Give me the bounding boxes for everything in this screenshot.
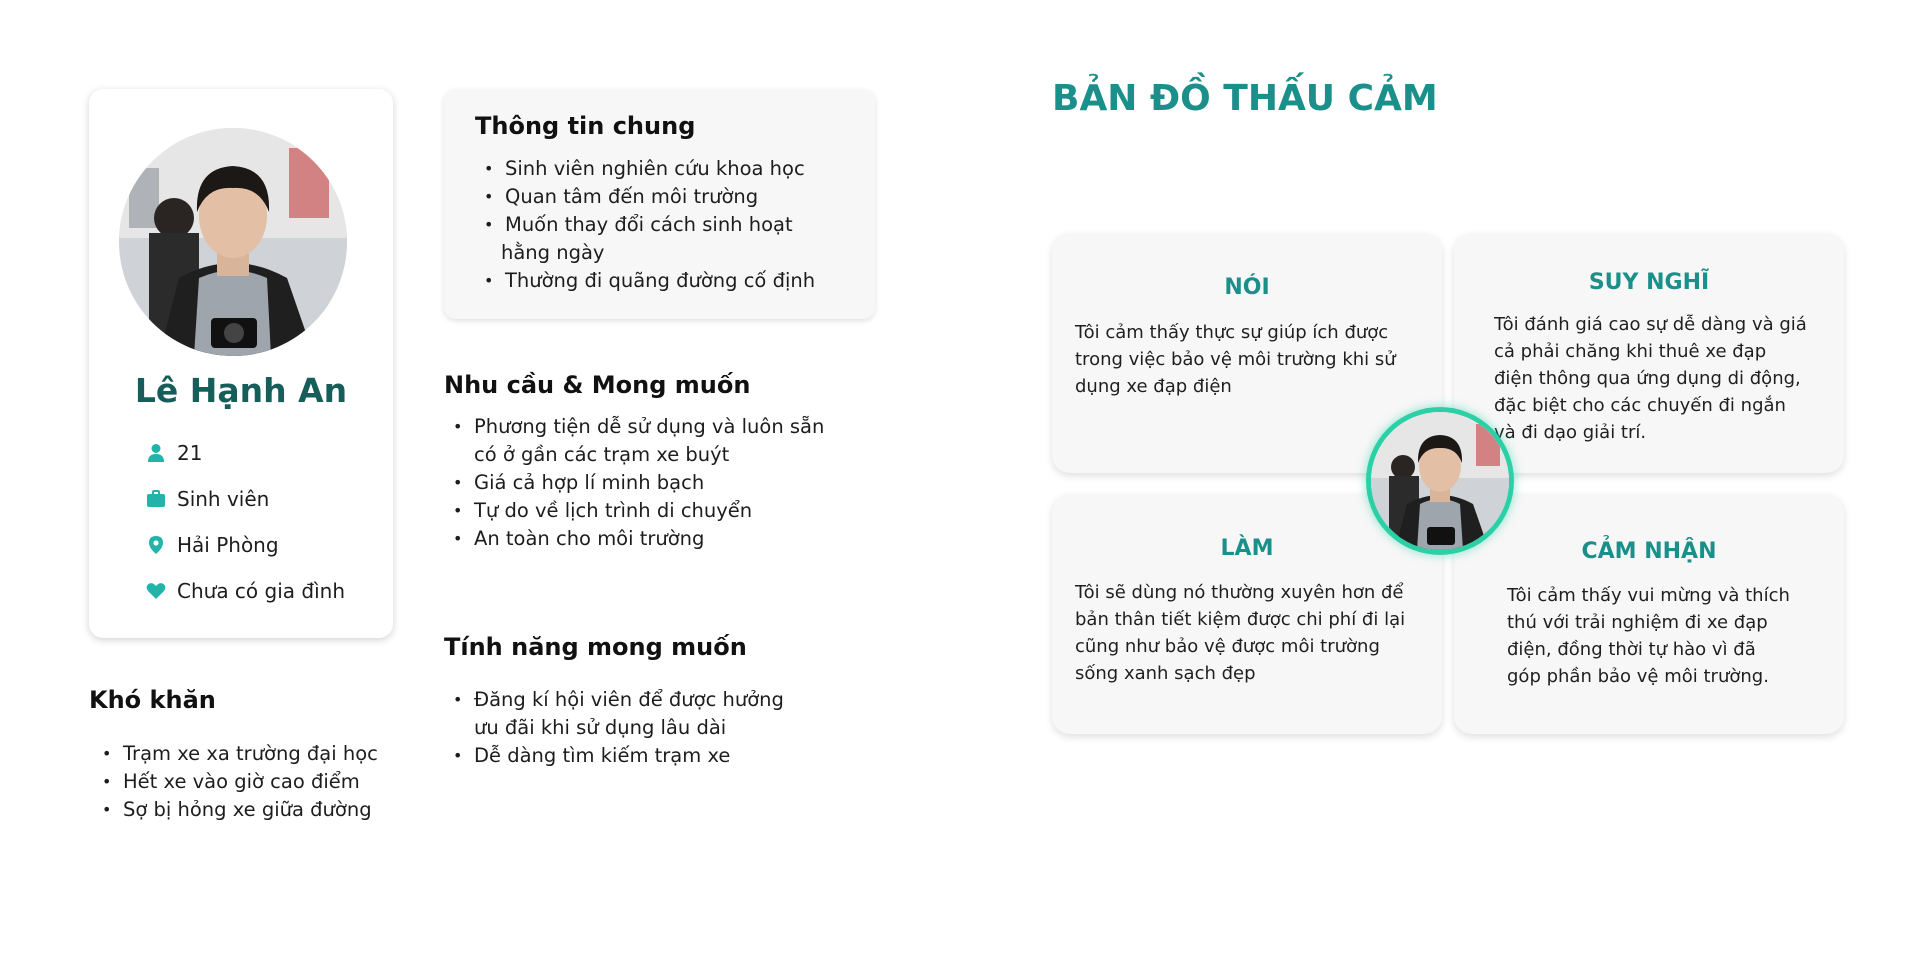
quadrant-feels: [1454, 494, 1844, 734]
quadrant-says-text: [1075, 319, 1396, 400]
list-item: • Quan tâm đến môi trường: [475, 183, 815, 211]
list-item: • Hết xe vào giờ cao điểm: [93, 768, 378, 796]
needs-list: [444, 413, 824, 553]
list-item-continuation: có ở gần các trạm xe buýt: [474, 443, 730, 466]
text-line: Tôi cảm thấy thực sự giúp ích được: [1075, 322, 1389, 343]
text-line: cũng như bảo vệ được môi trường: [1075, 636, 1380, 657]
text-line: Tôi cảm thấy vui mừng và thích: [1507, 585, 1790, 606]
text-line: trong việc bảo vệ môi trường khi sử: [1075, 349, 1396, 370]
profile-photo: [119, 128, 347, 356]
text-line: điện thông qua ứng dụng di động,: [1494, 368, 1801, 389]
text-line: Tôi đánh giá cao sự dễ dàng và giá: [1494, 314, 1807, 335]
text-line: sống xanh sạch đẹp: [1075, 663, 1256, 684]
list-item: • Giá cả hợp lí minh bạch: [444, 469, 824, 497]
profile-name: Lê Hạnh An: [134, 371, 348, 410]
quadrant-feels-title: CẢM NHẬN: [1581, 539, 1717, 564]
quadrant-does-title: LÀM: [1220, 536, 1274, 561]
list-item: • Đăng kí hội viên để được hưởng: [444, 686, 784, 714]
general-info-list: [475, 155, 815, 295]
profile-card: [89, 89, 393, 638]
info-location-text: Hải Phòng: [177, 533, 279, 557]
list-item: • An toàn cho môi trường: [444, 525, 824, 553]
list-item: • Sinh viên nghiên cứu khoa học: [475, 155, 815, 183]
list-item-continuation: ưu đãi khi sử dụng lâu dài: [474, 716, 727, 739]
text-line: bản thân tiết kiệm được chi phí đi lại: [1075, 609, 1406, 630]
features-title: Tính năng mong muốn: [444, 633, 747, 661]
info-occupation-text: Sinh viên: [177, 487, 270, 511]
quadrant-thinks: [1454, 233, 1844, 473]
empathy-map-title: BẢN ĐỒ THẤU CẢM: [1052, 78, 1438, 119]
info-location: [145, 532, 279, 558]
portrait-image: [119, 128, 347, 356]
info-marital-text: Chưa có gia đình: [177, 579, 345, 603]
list-item: • Tự do về lịch trình di chuyển: [444, 497, 824, 525]
quadrant-thinks-text: [1494, 311, 1807, 446]
list-item-continuation: hằng ngày: [501, 241, 605, 264]
list-item: • Muốn thay đổi cách sinh hoạt: [475, 211, 815, 239]
text-line: cả phải chăng khi thuê xe đạp: [1494, 341, 1767, 362]
quadrant-does-text: [1075, 579, 1405, 687]
quadrant-thinks-title: SUY NGHĨ: [1588, 270, 1710, 295]
user-icon: [145, 442, 167, 464]
list-item: • Phương tiện dễ sử dụng và luôn sẵn: [444, 413, 824, 441]
center-avatar: [1366, 407, 1514, 555]
text-line: góp phần bảo vệ môi trường.: [1507, 666, 1769, 687]
heart-icon: [145, 580, 167, 602]
list-item: • Thường đi quãng đường cố định: [475, 267, 815, 295]
list-item: • Dễ dàng tìm kiếm trạm xe: [444, 742, 784, 770]
text-line: thú với trải nghiệm đi xe đạp: [1507, 612, 1768, 633]
portrait-image: [1371, 412, 1509, 550]
quadrant-says-title: NÓI: [1224, 275, 1270, 300]
difficulties-title: Khó khăn: [89, 686, 216, 714]
difficulties-list: [93, 740, 378, 824]
list-item: • Sợ bị hỏng xe giữa đường: [93, 796, 378, 824]
info-age: [145, 440, 202, 466]
list-item: • Trạm xe xa trường đại học: [93, 740, 378, 768]
text-line: đặc biệt cho các chuyến đi ngắn: [1494, 395, 1786, 416]
features-list: [444, 686, 784, 770]
text-line: điện, đồng thời tự hào vì đã: [1507, 639, 1756, 660]
info-age-text: 21: [177, 441, 203, 465]
briefcase-icon: [145, 488, 167, 510]
info-marital: [145, 578, 345, 604]
location-pin-icon: [145, 534, 167, 556]
quadrant-feels-text: [1507, 582, 1790, 690]
general-info-title: Thông tin chung: [475, 112, 696, 140]
text-line: dụng xe đạp điện: [1075, 376, 1232, 397]
needs-title: Nhu cầu & Mong muốn: [444, 371, 751, 399]
text-line: và đi dạo giải trí.: [1494, 422, 1647, 443]
quadrant-does: [1052, 494, 1442, 734]
text-line: Tôi sẽ dùng nó thường xuyên hơn để: [1075, 582, 1404, 603]
info-occupation: [145, 486, 269, 512]
